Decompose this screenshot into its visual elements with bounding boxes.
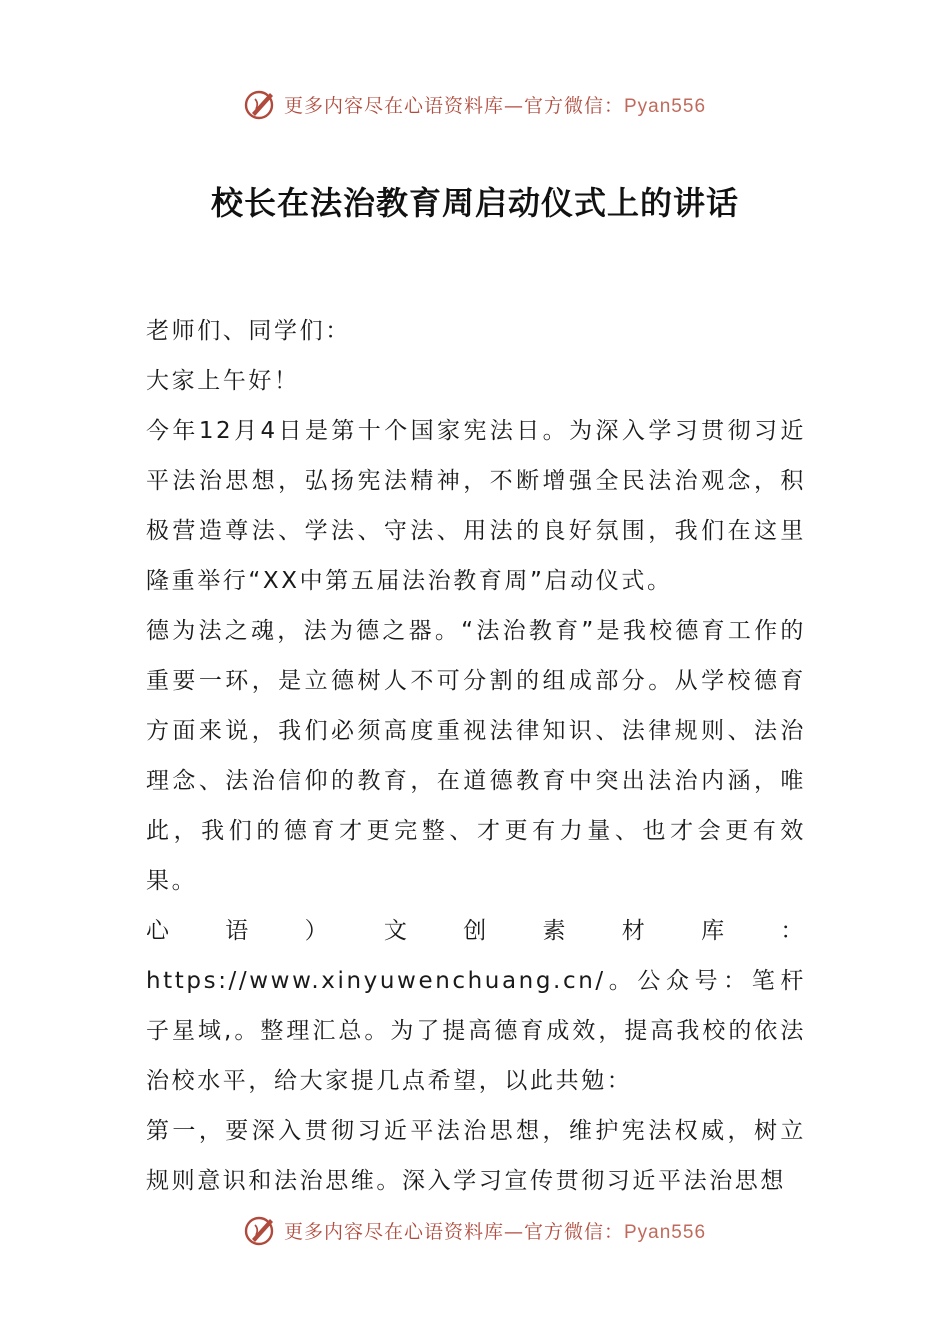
watermark-brand: 更多内容尽在心语资料库—官方微信： xyxy=(283,94,624,117)
watermark-brand: 更多内容尽在心语资料库—官方微信： xyxy=(283,1220,624,1243)
watermark-text xyxy=(284,91,706,118)
document-body xyxy=(146,306,806,1206)
paragraph-intro: 今年12月4日是第十个国家宪法日。为深入学习贯彻习近平法治思想，弘扬宪法精神，不断增强全民法治观念，积极营造尊法、学法、守法、用法的良好氛围，我们在这里隆重举行“XX中第五届法治教育周”启动仪式。 xyxy=(146,418,806,594)
paragraph-source-note: 心语）文创素材库：https://www.xinyuwenchuang.cn/。公众号：笔杆子星域,。整理汇总。为了提高德育成效，提高我校的依法治校水平，给大家提几点希望，以此共勉： xyxy=(146,918,806,1094)
paragraph-moral-law: 德为法之魂，法为德之器。“法治教育”是我校德育工作的重要一环，是立德树人不可分割的组成部分。从学校德育方面来说，我们必须高度重视法律知识、法律规则、法治理念、法治信仰的教育，在道德教育中突出法治内涵，唯此，我们的德育才更完整、才更有力量、也才会更有效果。 xyxy=(146,618,806,894)
footer-watermark xyxy=(0,1210,950,1250)
watermark-wechat-id: Pyan556 xyxy=(624,1221,707,1243)
pen-logo-icon xyxy=(244,1213,278,1247)
pen-logo-icon xyxy=(244,87,278,121)
header-watermark xyxy=(0,84,950,124)
greeting: 大家上午好！ xyxy=(146,368,300,394)
watermark-wechat-id: Pyan556 xyxy=(624,95,707,117)
document-title: 校长在法治教育周启动仪式上的讲话 xyxy=(210,184,739,222)
paragraph-first-point: 第一，要深入贯彻习近平法治思想，维护宪法权威，树立规则意识和法治思维。深入学习宣传贯彻习近平法治思想 xyxy=(146,1118,806,1194)
watermark-text xyxy=(284,1217,706,1244)
salutation: 老师们、同学们： xyxy=(146,318,351,344)
